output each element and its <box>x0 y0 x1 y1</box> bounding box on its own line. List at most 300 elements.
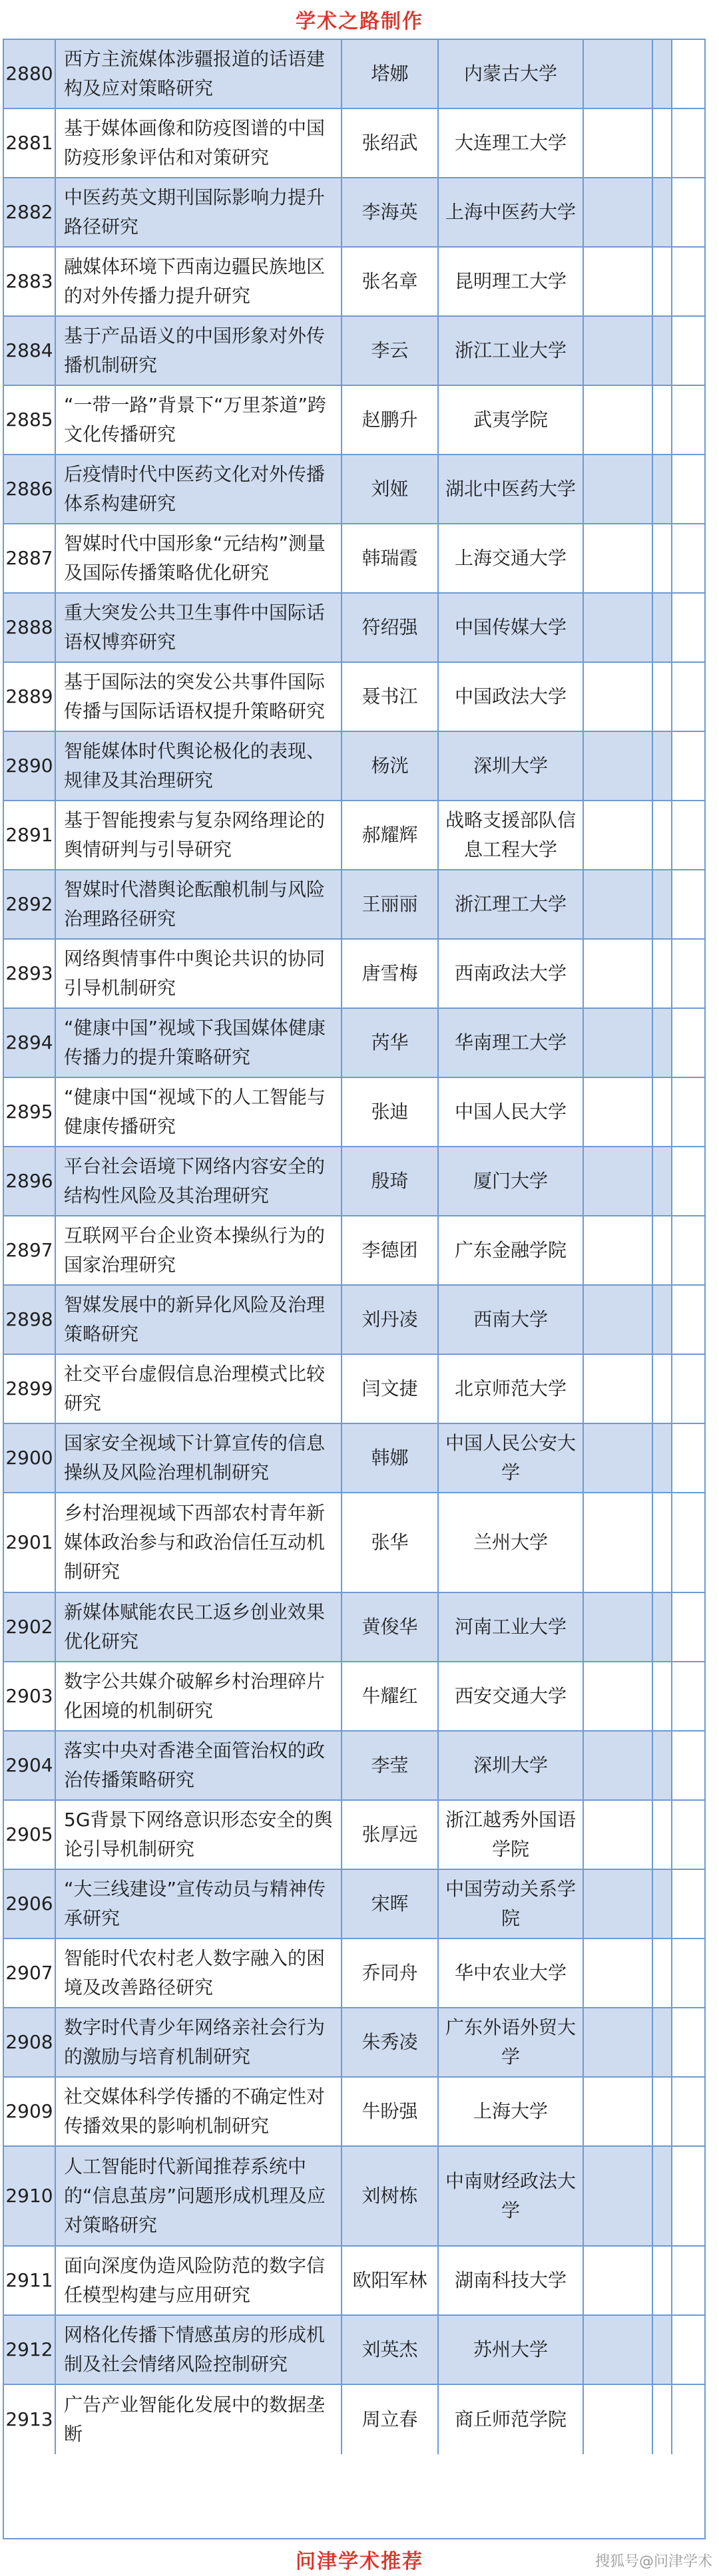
table-row <box>4 663 704 732</box>
empty-cell <box>672 248 704 315</box>
project-leader-text: 朱秀凌 <box>361 2031 418 2053</box>
empty-cell <box>653 40 672 108</box>
project-leader <box>342 801 439 869</box>
project-number-text: 2883 <box>5 270 53 292</box>
project-leader-text: 韩瑞霞 <box>361 547 418 569</box>
project-title <box>56 1009 342 1077</box>
project-number-text: 2889 <box>5 685 53 707</box>
empty-cell <box>584 1009 653 1077</box>
table-row <box>4 1286 704 1355</box>
project-title <box>56 2316 342 2384</box>
project-title-text: 智媒时代潜舆论酝酿机制与风险治理路径研究 <box>64 878 326 930</box>
project-leader <box>342 1078 439 1146</box>
project-leader-text: 周立春 <box>361 2408 418 2430</box>
table-row <box>4 2078 704 2147</box>
project-number <box>4 109 56 177</box>
project-title-text: 西方主流媒体涉疆报道的话语建构及应对策略研究 <box>64 48 326 99</box>
project-title-text: 社交平台虚假信息治理模式比较研究 <box>64 1363 326 1414</box>
project-leader <box>342 178 439 246</box>
project-number-text: 2906 <box>5 1893 53 1915</box>
project-leader <box>342 2008 439 2076</box>
project-institution <box>439 1870 584 1938</box>
project-number-text: 2884 <box>5 339 53 361</box>
project-number <box>4 524 56 592</box>
table-row <box>4 248 704 317</box>
project-institution <box>439 2008 584 2076</box>
project-leader <box>342 386 439 454</box>
empty-cell <box>653 1593 672 1661</box>
project-leader <box>342 1732 439 1799</box>
empty-cell <box>653 1286 672 1354</box>
project-number <box>4 1662 56 1730</box>
project-title <box>56 1147 342 1215</box>
project-title-text: 平台社会语境下网络内容安全的结构性风险及其治理研究 <box>64 1155 326 1206</box>
project-institution <box>439 2316 584 2384</box>
project-leader-text: 牛耀红 <box>361 1685 418 1707</box>
empty-cell <box>653 2008 672 2076</box>
project-leader-text: 刘丹凌 <box>361 1308 418 1330</box>
project-number <box>4 732 56 800</box>
header <box>0 0 719 39</box>
empty-cell <box>653 1424 672 1492</box>
table-row <box>4 1493 704 1593</box>
empty-cell <box>653 109 672 177</box>
project-number-text: 2903 <box>5 1685 53 1707</box>
project-institution-text: 浙江工业大学 <box>454 339 567 361</box>
project-number-text: 2899 <box>5 1378 53 1399</box>
project-number <box>4 1493 56 1592</box>
project-number-text: 2886 <box>5 478 53 500</box>
project-number <box>4 870 56 938</box>
empty-cell <box>584 40 653 108</box>
project-number-text: 2913 <box>5 2408 53 2430</box>
empty-cell <box>584 1078 653 1146</box>
empty-cell <box>672 1593 704 1661</box>
project-institution-text: 战略支援部队信息工程大学 <box>445 809 576 860</box>
empty-cell <box>672 1078 704 1146</box>
project-leader <box>342 1593 439 1661</box>
project-institution-text: 中国传媒大学 <box>454 616 567 638</box>
empty-cell <box>584 2078 653 2145</box>
table-row <box>4 386 704 455</box>
project-institution-text: 兰州大学 <box>473 1531 548 1553</box>
project-number-text: 2904 <box>5 1754 53 1776</box>
project-title-text: 网格化传播下情感茧房的形成机制及社会情绪风险控制研究 <box>64 2324 326 2375</box>
project-leader-text: 韩娜 <box>371 1447 409 1469</box>
empty-cell <box>672 663 704 731</box>
project-institution <box>439 940 584 1008</box>
project-number-text: 2907 <box>5 1962 53 1984</box>
project-institution <box>439 801 584 869</box>
project-institution <box>439 1662 584 1730</box>
table-row <box>4 109 704 178</box>
project-number <box>4 1939 56 2007</box>
project-leader <box>342 40 439 108</box>
empty-cell <box>672 386 704 454</box>
table-row <box>4 1732 704 1801</box>
project-title-text: “大三线建设”宣传动员与精神传承研究 <box>64 1878 326 1929</box>
project-leader <box>342 2316 439 2384</box>
project-institution <box>439 1424 584 1492</box>
project-number-text: 2902 <box>5 1616 53 1638</box>
project-institution-text: 浙江理工大学 <box>454 893 567 915</box>
project-leader <box>342 732 439 800</box>
empty-cell <box>584 317 653 385</box>
project-title <box>56 2147 342 2245</box>
project-leader <box>342 2385 439 2454</box>
table-row <box>4 2147 704 2247</box>
empty-cell <box>584 1286 653 1354</box>
project-institution <box>439 870 584 938</box>
project-title <box>56 178 342 246</box>
project-institution <box>439 1732 584 1799</box>
project-title <box>56 870 342 938</box>
project-institution-text: 内蒙古大学 <box>463 63 557 85</box>
empty-cell <box>672 870 704 938</box>
project-institution-text: 商丘师范学院 <box>454 2408 567 2430</box>
project-institution-text: 湖南科技大学 <box>454 2269 567 2291</box>
project-number-text: 2891 <box>5 824 53 846</box>
empty-cell <box>672 2078 704 2145</box>
empty-cell <box>584 2247 653 2314</box>
empty-cell <box>653 1009 672 1077</box>
empty-cell <box>672 1286 704 1354</box>
project-institution <box>439 1939 584 2007</box>
project-title <box>56 663 342 731</box>
project-leader-text: 王丽丽 <box>361 893 418 915</box>
project-leader <box>342 1424 439 1492</box>
project-leader <box>342 1286 439 1354</box>
project-number <box>4 1078 56 1146</box>
project-number <box>4 1732 56 1799</box>
project-leader <box>342 663 439 731</box>
empty-cell <box>672 1801 704 1869</box>
table-row <box>4 2385 704 2454</box>
project-title-text: “健康中国”视域下我国媒体健康传播力的提升策略研究 <box>64 1017 326 1068</box>
project-institution-text: 上海中医药大学 <box>445 201 576 223</box>
project-institution <box>439 40 584 108</box>
project-title <box>56 1078 342 1146</box>
project-title-text: 基于媒体画像和防疫图谱的中国防疫形象评估和对策研究 <box>64 117 326 168</box>
footer-title: 问津学术推荐 <box>296 2550 423 2573</box>
empty-cell <box>584 663 653 731</box>
project-number-text: 2882 <box>5 201 53 223</box>
project-institution-text: 北京师范大学 <box>454 1378 567 1399</box>
project-number-text: 2908 <box>5 2031 53 2053</box>
project-title <box>56 455 342 523</box>
empty-cell <box>653 455 672 523</box>
project-title-text: 人工智能时代新闻推荐系统中的“信息茧房”问题形成机理及应对策略研究 <box>64 2155 326 2236</box>
project-number <box>4 2147 56 2245</box>
project-number-text: 2881 <box>5 132 53 154</box>
project-institution <box>439 1078 584 1146</box>
project-institution <box>439 1493 584 1592</box>
project-institution-text: 湖北中医药大学 <box>445 478 576 500</box>
empty-cell <box>653 1147 672 1215</box>
project-leader <box>342 1801 439 1869</box>
project-title-text: 中医药英文期刊国际影响力提升路径研究 <box>64 186 326 238</box>
table-row <box>4 40 704 109</box>
project-leader-text: 张名章 <box>361 270 418 292</box>
project-institution-text: 昆明理工大学 <box>454 270 567 292</box>
project-institution <box>439 2247 584 2314</box>
empty-cell <box>672 1493 704 1592</box>
empty-cell <box>653 2147 672 2245</box>
project-number-text: 2880 <box>5 63 53 85</box>
project-title <box>56 1424 342 1492</box>
project-leader <box>342 317 439 385</box>
project-institution <box>439 594 584 661</box>
table-row <box>4 940 704 1009</box>
project-leader-text: 李海英 <box>361 201 418 223</box>
project-leader-text: 李莹 <box>371 1754 409 1776</box>
project-institution-text: 深圳大学 <box>473 1754 548 1776</box>
project-title <box>56 524 342 592</box>
project-leader <box>342 594 439 661</box>
project-institution <box>439 386 584 454</box>
project-leader-text: 李云 <box>371 339 409 361</box>
empty-cell <box>672 524 704 592</box>
empty-cell <box>653 524 672 592</box>
empty-cell <box>672 2147 704 2245</box>
project-institution <box>439 524 584 592</box>
project-institution <box>439 732 584 800</box>
project-title-text: 落实中央对香港全面管治权的政治传播策略研究 <box>64 1740 326 1791</box>
project-institution-text: 苏州大学 <box>473 2338 548 2360</box>
table-row <box>4 870 704 940</box>
project-institution <box>439 1147 584 1215</box>
table-row <box>4 524 704 594</box>
empty-cell <box>653 732 672 800</box>
project-institution-text: 深圳大学 <box>473 755 548 777</box>
project-institution-text: 中南财经政法大学 <box>445 2170 576 2221</box>
project-leader <box>342 1939 439 2007</box>
table-row <box>4 2008 704 2078</box>
project-title-text: 基于产品语义的中国形象对外传播机制研究 <box>64 325 326 376</box>
project-leader-text: 芮华 <box>371 1031 409 1053</box>
project-number-text: 2900 <box>5 1447 53 1469</box>
project-title-text: 后疫情时代中医药文化对外传播体系构建研究 <box>64 463 326 514</box>
project-institution <box>439 2078 584 2145</box>
empty-cell <box>672 594 704 661</box>
project-title-text: 智能媒体时代舆论极化的表现、规律及其治理研究 <box>64 740 326 791</box>
project-number <box>4 2008 56 2076</box>
project-leader <box>342 1216 439 1284</box>
table-row <box>4 178 704 248</box>
project-number <box>4 940 56 1008</box>
project-title-text: 新媒体赋能农民工返乡创业效果优化研究 <box>64 1601 326 1652</box>
table-row <box>4 1801 704 1870</box>
empty-cell <box>653 2316 672 2384</box>
empty-cell <box>584 1493 653 1592</box>
table-row <box>4 1147 704 1216</box>
empty-cell <box>653 1078 672 1146</box>
project-institution <box>439 1216 584 1284</box>
empty-cell <box>653 2247 672 2314</box>
project-number <box>4 1147 56 1215</box>
project-number <box>4 178 56 246</box>
project-number-text: 2898 <box>5 1308 53 1330</box>
project-leader <box>342 455 439 523</box>
empty-cell <box>653 1216 672 1284</box>
project-institution-text: 中国人民大学 <box>454 1101 567 1123</box>
project-leader-text: 欧阳军林 <box>352 2269 427 2291</box>
empty-cell <box>672 1216 704 1284</box>
project-institution-text: 广东外语外贸大学 <box>445 2016 576 2068</box>
empty-cell <box>584 2316 653 2384</box>
project-number-text: 2885 <box>5 409 53 431</box>
project-leader-text: 黄俊华 <box>361 1616 418 1638</box>
project-leader <box>342 1147 439 1215</box>
footer <box>0 2541 719 2576</box>
empty-cell <box>584 1939 653 2007</box>
project-leader-text: 闫文捷 <box>361 1378 418 1399</box>
table-row <box>4 1009 704 1078</box>
project-number <box>4 386 56 454</box>
project-title-text: 网络舆情事件中舆论共识的协同引导机制研究 <box>64 948 326 999</box>
project-title-text: 基于智能搜索与复杂网络理论的舆情研判与引导研究 <box>64 809 326 860</box>
empty-cell <box>584 732 653 800</box>
empty-cell <box>672 317 704 385</box>
empty-cell <box>584 455 653 523</box>
project-table <box>3 39 706 2539</box>
empty-cell <box>653 317 672 385</box>
project-title <box>56 940 342 1008</box>
empty-cell <box>653 594 672 661</box>
empty-cell <box>584 1216 653 1284</box>
empty-cell <box>672 1009 704 1077</box>
project-number <box>4 1870 56 1938</box>
empty-cell <box>584 1732 653 1799</box>
empty-cell <box>672 1662 704 1730</box>
project-title <box>56 109 342 177</box>
project-leader <box>342 2147 439 2245</box>
project-number-text: 2905 <box>5 1823 53 1845</box>
table-row <box>4 594 704 663</box>
project-number-text: 2893 <box>5 962 53 984</box>
project-number <box>4 317 56 385</box>
project-title-text: 智媒发展中的新异化风险及治理策略研究 <box>64 1294 326 1345</box>
project-leader <box>342 940 439 1008</box>
project-institution-text: 西安交通大学 <box>454 1685 567 1707</box>
empty-cell <box>653 178 672 246</box>
project-number-text: 2896 <box>5 1170 53 1192</box>
project-leader-text: 张迪 <box>371 1101 409 1123</box>
empty-cell <box>653 1870 672 1938</box>
project-number <box>4 594 56 661</box>
table-row <box>4 1355 704 1424</box>
project-leader-text: 赵鹏升 <box>361 409 418 431</box>
project-institution <box>439 248 584 315</box>
project-leader-text: 牛盼强 <box>361 2100 418 2122</box>
project-leader <box>342 2078 439 2145</box>
project-institution <box>439 663 584 731</box>
project-institution <box>439 2385 584 2454</box>
watermark: 搜狐号@问津学术 <box>595 2553 712 2570</box>
project-leader-text: 刘树栋 <box>361 2185 418 2207</box>
project-number <box>4 1424 56 1492</box>
project-institution-text: 西南大学 <box>473 1308 548 1330</box>
table-row <box>4 732 704 801</box>
project-institution <box>439 1355 584 1423</box>
empty-cell <box>584 1801 653 1869</box>
project-title-text: 智能时代农村老人数字融入的困境及改善路径研究 <box>64 1947 326 1998</box>
project-number-text: 2901 <box>5 1531 53 1553</box>
project-number <box>4 1593 56 1661</box>
project-leader-text: 聂书江 <box>361 685 418 707</box>
project-institution-text: 中国人民公安大学 <box>445 1432 576 1483</box>
project-leader-text: 张华 <box>371 1531 409 1553</box>
empty-cell <box>653 2078 672 2145</box>
project-institution <box>439 2147 584 2245</box>
empty-cell <box>672 2008 704 2076</box>
project-title-text: “一带一路”背景下“万里茶道”跨文化传播研究 <box>64 394 327 445</box>
project-institution-text: 上海交通大学 <box>454 547 567 569</box>
empty-cell <box>584 2008 653 2076</box>
project-institution <box>439 109 584 177</box>
empty-cell <box>672 801 704 869</box>
empty-cell <box>584 801 653 869</box>
project-title <box>56 317 342 385</box>
project-number-text: 2909 <box>5 2100 53 2122</box>
project-leader-text: 宋晖 <box>371 1893 409 1915</box>
empty-cell <box>653 1939 672 2007</box>
project-title <box>56 1662 342 1730</box>
project-institution-text: 大连理工大学 <box>454 132 567 154</box>
project-leader-text: 张厚远 <box>361 1823 418 1845</box>
project-institution-text: 中国政法大学 <box>454 685 567 707</box>
project-title-text: 乡村治理视域下西部农村青年新媒体政治参与和政治信任互动机制研究 <box>64 1502 326 1582</box>
empty-cell <box>584 1870 653 1938</box>
project-title-text: 融媒体环境下西南边疆民族地区的对外传播力提升研究 <box>64 256 326 307</box>
project-title <box>56 1939 342 2007</box>
empty-cell <box>584 2385 653 2454</box>
table-row <box>4 1939 704 2008</box>
project-number <box>4 1801 56 1869</box>
project-number <box>4 248 56 315</box>
project-leader <box>342 109 439 177</box>
project-institution-text: 华南理工大学 <box>454 1031 567 1053</box>
empty-cell <box>672 2247 704 2314</box>
project-title <box>56 2247 342 2314</box>
empty-cell <box>653 1732 672 1799</box>
project-title <box>56 732 342 800</box>
project-leader <box>342 524 439 592</box>
empty-cell <box>672 178 704 246</box>
project-number <box>4 2385 56 2454</box>
project-title-text: 数字时代青少年网络亲社会行为的激励与培育机制研究 <box>64 2016 326 2068</box>
project-institution <box>439 455 584 523</box>
project-number-text: 2892 <box>5 893 53 915</box>
project-number <box>4 1009 56 1077</box>
project-number-text: 2897 <box>5 1239 53 1261</box>
project-leader-text: 塔娜 <box>371 63 409 85</box>
table-row <box>4 317 704 386</box>
project-leader-text: 符绍强 <box>361 616 418 638</box>
empty-cell <box>653 248 672 315</box>
project-title <box>56 2385 342 2454</box>
empty-cell <box>653 1493 672 1592</box>
project-number <box>4 40 56 108</box>
empty-cell <box>672 1355 704 1423</box>
project-institution-text: 浙江越秀外国语学院 <box>445 1809 576 1860</box>
header-title: 学术之路制作 <box>296 10 423 33</box>
project-institution-text: 河南工业大学 <box>454 1616 567 1638</box>
empty-cell <box>672 2316 704 2384</box>
project-number <box>4 1355 56 1423</box>
empty-cell <box>584 1355 653 1423</box>
table-row <box>4 455 704 524</box>
